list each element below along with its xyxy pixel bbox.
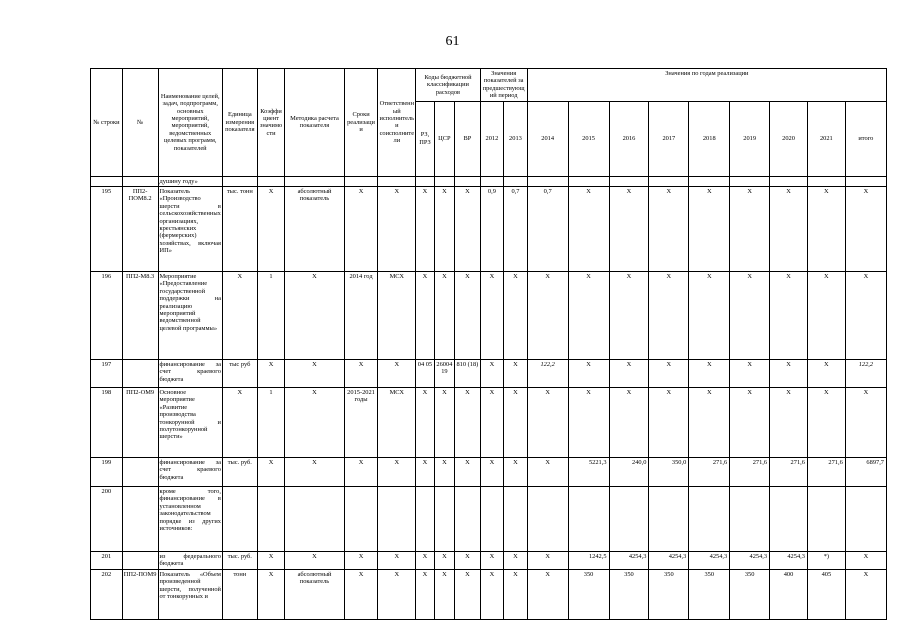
- header-rz: РЗ, ПРЗ: [416, 101, 434, 176]
- cell-name: финансирование за счет краевого бюджета: [158, 458, 222, 487]
- cell-term: X: [344, 552, 378, 570]
- empty-cell: [257, 176, 285, 186]
- cell-name: Основное мероприятие «Развитие производства тонкорунной и полутонкорунной шерсти»: [158, 388, 222, 458]
- cell-y2020: X: [770, 187, 808, 272]
- cell-y2012: 0,9: [480, 187, 504, 272]
- cell-y2021: *): [807, 552, 845, 570]
- cell-y2016: X: [609, 272, 649, 360]
- cell-y2014: 122,2: [527, 360, 568, 388]
- cell-resp: X: [378, 360, 416, 388]
- cell-rz: X: [416, 552, 434, 570]
- cell-term: X: [344, 458, 378, 487]
- cell-y2014: X: [527, 458, 568, 487]
- cell-y2014: X: [527, 570, 568, 620]
- cell-y2013: X: [504, 360, 528, 388]
- cell-no: [122, 552, 158, 570]
- cell-y2017: 4254,3: [649, 552, 689, 570]
- cell-csr: X: [434, 187, 454, 272]
- header-term: Сроки реализации: [344, 69, 378, 177]
- cell-resp: X: [378, 458, 416, 487]
- empty-cell: [568, 487, 609, 552]
- cell-y2016: 4254,3: [609, 552, 649, 570]
- cell-total: 122,2: [845, 360, 886, 388]
- header-2018: 2018: [689, 101, 730, 176]
- cell-unit: тыс. руб.: [222, 458, 257, 487]
- cell-total: X: [845, 272, 886, 360]
- cell-y2019: 271,6: [730, 458, 770, 487]
- empty-cell: [527, 176, 568, 186]
- cell-rz: X: [416, 187, 434, 272]
- table-row: [91, 570, 887, 620]
- cell-y2021: X: [807, 388, 845, 458]
- cell-rz: X: [416, 272, 434, 360]
- cell-y2012: X: [480, 458, 504, 487]
- empty-cell: [649, 487, 689, 552]
- cell-vr: X: [455, 458, 481, 487]
- cell-y2014: X: [527, 388, 568, 458]
- cell-no: [122, 487, 158, 552]
- cell-term: 2014 год: [344, 272, 378, 360]
- table-row: [91, 458, 887, 487]
- empty-cell: [378, 176, 416, 186]
- cell-rz: X: [416, 388, 434, 458]
- cell-vr: X: [455, 570, 481, 620]
- empty-cell: [91, 176, 123, 186]
- cell-term: X: [344, 570, 378, 620]
- cell-coef: X: [257, 458, 285, 487]
- cell-no: ПП2-ПОМ8.2: [122, 187, 158, 272]
- cell-y2013: 0,7: [504, 187, 528, 272]
- cell-y2016: 240,0: [609, 458, 649, 487]
- cell-term: 2015-2021 годы: [344, 388, 378, 458]
- cell-vr: X: [455, 272, 481, 360]
- header-coef: Коэффициент значимости: [257, 69, 285, 177]
- cell-y2017: 350: [649, 570, 689, 620]
- empty-cell: [455, 176, 481, 186]
- header-years: Значения по годам реализации: [527, 69, 886, 102]
- empty-cell: [730, 487, 770, 552]
- cell-method: X: [285, 552, 344, 570]
- cell-vr: X: [455, 552, 481, 570]
- empty-cell: [845, 487, 886, 552]
- cell-vr: X: [455, 187, 481, 272]
- cell-y2013: X: [504, 552, 528, 570]
- empty-cell: [285, 176, 344, 186]
- cell-name: финансирование за счет краевого бюджета: [158, 360, 222, 388]
- header-unit: Единица измерения показателя: [222, 69, 257, 177]
- cell-y2018: X: [689, 360, 730, 388]
- cell-y2013: X: [504, 272, 528, 360]
- table-row: [91, 552, 887, 570]
- header-2017: 2017: [649, 101, 689, 176]
- cell-total: X: [845, 388, 886, 458]
- cell-y2016: X: [609, 360, 649, 388]
- empty-cell: [222, 487, 257, 552]
- cell-y2014: X: [527, 552, 568, 570]
- cell-unit: тонн: [222, 570, 257, 620]
- cell-y2012: X: [480, 552, 504, 570]
- header-2013: 2013: [504, 101, 528, 176]
- cell-row-no: 201: [91, 552, 123, 570]
- cell-coef: 1: [257, 272, 285, 360]
- empty-cell: [504, 487, 528, 552]
- cell-y2018: 4254,3: [689, 552, 730, 570]
- cell-row-no: 195: [91, 187, 123, 272]
- table-row: [91, 187, 887, 272]
- cell-y2020: 271,6: [770, 458, 808, 487]
- cell-no: ПП2-ПОМ9: [122, 570, 158, 620]
- cell-row-no: 196: [91, 272, 123, 360]
- header-row-no: № строки: [91, 69, 123, 177]
- cell-no: [122, 458, 158, 487]
- cell-no: [122, 360, 158, 388]
- empty-cell: [416, 176, 434, 186]
- table-row: [91, 272, 887, 360]
- cell-y2017: X: [649, 187, 689, 272]
- empty-cell: [649, 176, 689, 186]
- cell-y2020: 4254,3: [770, 552, 808, 570]
- cell-y2012: X: [480, 388, 504, 458]
- cell-y2020: X: [770, 388, 808, 458]
- header-budget-codes: Коды бюджетной классификации расходов: [416, 69, 480, 102]
- empty-cell: [770, 176, 808, 186]
- cell-y2019: X: [730, 272, 770, 360]
- header-2020: 2020: [770, 101, 808, 176]
- cell-row-no: 200: [91, 487, 123, 552]
- header-2012: 2012: [480, 101, 504, 176]
- cell-y2016: X: [609, 187, 649, 272]
- empty-cell: [257, 487, 285, 552]
- cell-csr: X: [434, 272, 454, 360]
- cell-y2015: X: [568, 360, 609, 388]
- empty-cell: [122, 176, 158, 186]
- empty-cell: [730, 176, 770, 186]
- header-total: итого: [845, 101, 886, 176]
- cell-y2014: X: [527, 272, 568, 360]
- cell-total: X: [845, 570, 886, 620]
- empty-cell: [344, 487, 378, 552]
- cell-y2016: 350: [609, 570, 649, 620]
- cell-resp: X: [378, 570, 416, 620]
- cell-no: ПП2-ОМ9: [122, 388, 158, 458]
- cell-y2013: X: [504, 458, 528, 487]
- table-row: [91, 487, 887, 552]
- header-vr: ВР: [455, 101, 481, 176]
- cell-y2018: 350: [689, 570, 730, 620]
- cell-y2015: 5221,3: [568, 458, 609, 487]
- cell-coef: 1: [257, 388, 285, 458]
- empty-cell: [455, 487, 481, 552]
- header-no: №: [122, 69, 158, 177]
- cell-y2015: X: [568, 187, 609, 272]
- cell-row-no: 198: [91, 388, 123, 458]
- header-responsible: Ответственный исполнитель и соисполнители: [378, 69, 416, 177]
- cell-unit: тыс руб: [222, 360, 257, 388]
- cell-y2019: X: [730, 187, 770, 272]
- cell-y2020: 400: [770, 570, 808, 620]
- cell-y2019: X: [730, 388, 770, 458]
- cell-y2021: X: [807, 360, 845, 388]
- empty-cell: [378, 487, 416, 552]
- cell-y2017: X: [649, 360, 689, 388]
- cell-name: Показатель «Производство шерсти в сельскохозяйственных организациях, крестьянских (фермерских) хозяйствах, включая ИП»: [158, 187, 222, 272]
- cell-y2021: X: [807, 272, 845, 360]
- empty-cell: [527, 487, 568, 552]
- cell-name: Мероприятие «Предоставление государственной поддержки на реализацию мероприятий ведомственной целевой программы»: [158, 272, 222, 360]
- indicators-table: [90, 68, 887, 620]
- cell-unit: X: [222, 272, 257, 360]
- cell-y2015: X: [568, 388, 609, 458]
- header-2014: 2014: [527, 101, 568, 176]
- empty-cell: [770, 487, 808, 552]
- empty-cell: [504, 176, 528, 186]
- cell-y2013: X: [504, 570, 528, 620]
- empty-cell: [568, 176, 609, 186]
- cell-method: абсолютный показатель: [285, 187, 344, 272]
- empty-cell: [434, 176, 454, 186]
- cell-row-no: 199: [91, 458, 123, 487]
- empty-cell: [609, 176, 649, 186]
- cell-csr: X: [434, 552, 454, 570]
- cell-term: X: [344, 360, 378, 388]
- empty-cell: [222, 176, 257, 186]
- cell-resp: X: [378, 552, 416, 570]
- cell-rz: X: [416, 458, 434, 487]
- page-number: 61: [445, 34, 460, 49]
- cell-y2013: X: [504, 388, 528, 458]
- cell-resp: X: [378, 187, 416, 272]
- cell-y2021: 271,6: [807, 458, 845, 487]
- empty-cell: [285, 487, 344, 552]
- cell-coef: X: [257, 360, 285, 388]
- cell-row-no: 202: [91, 570, 123, 620]
- cell-method: X: [285, 360, 344, 388]
- cell-y2019: 4254,3: [730, 552, 770, 570]
- cell-vr: X: [455, 388, 481, 458]
- cell-method: абсолютный показатель: [285, 570, 344, 620]
- cell-y2012: X: [480, 570, 504, 620]
- cell-y2018: X: [689, 187, 730, 272]
- empty-cell: [480, 176, 504, 186]
- header-method: Методика расчета показателя: [285, 69, 344, 177]
- header-previous-period: Значения показателей за предшествующий период: [480, 69, 527, 102]
- header-2021: 2021: [807, 101, 845, 176]
- cell-y2015: 350: [568, 570, 609, 620]
- header-2016: 2016: [609, 101, 649, 176]
- cell-y2017: 350,0: [649, 458, 689, 487]
- empty-cell: [807, 487, 845, 552]
- cell-name: кроме того, финансирование в установленном законодательством порядке из других источников:: [158, 487, 222, 552]
- continuation-row: [91, 176, 887, 186]
- cell-y2019: 350: [730, 570, 770, 620]
- cell-vr: 810 (18): [455, 360, 481, 388]
- cell-method: X: [285, 388, 344, 458]
- cell-csr: X: [434, 458, 454, 487]
- cell-y2021: X: [807, 187, 845, 272]
- empty-cell: [609, 487, 649, 552]
- cell-method: X: [285, 458, 344, 487]
- cell-coef: X: [257, 552, 285, 570]
- cell-y2012: X: [480, 272, 504, 360]
- cell-y2020: X: [770, 360, 808, 388]
- cell-resp: МСХ: [378, 388, 416, 458]
- cell-coef: X: [257, 187, 285, 272]
- cell-coef: X: [257, 570, 285, 620]
- cell-unit: X: [222, 388, 257, 458]
- cell-unit: тыс. руб.: [222, 552, 257, 570]
- cell-y2017: X: [649, 388, 689, 458]
- header-name: Наименование целей, задач, подпрограмм, основных мероприятий, мероприятий, ведомственных целевых программ, показателей: [158, 69, 222, 177]
- cell-y2014: 0,7: [527, 187, 568, 272]
- cell-rz: 04 05: [416, 360, 434, 388]
- cell-total: 6897,7: [845, 458, 886, 487]
- cell-y2018: X: [689, 388, 730, 458]
- cell-y2021: 405: [807, 570, 845, 620]
- empty-cell: [689, 487, 730, 552]
- empty-cell: [689, 176, 730, 186]
- header-2015: 2015: [568, 101, 609, 176]
- cell-term: X: [344, 187, 378, 272]
- cell-y2017: X: [649, 272, 689, 360]
- cell-csr: X: [434, 388, 454, 458]
- empty-cell: [807, 176, 845, 186]
- cell-y2018: 271,6: [689, 458, 730, 487]
- cell-no: ПП2-М8.3: [122, 272, 158, 360]
- cell-y2012: X: [480, 360, 504, 388]
- cell-y2015: X: [568, 272, 609, 360]
- header-2019: 2019: [730, 101, 770, 176]
- cell-total: X: [845, 552, 886, 570]
- empty-cell: [416, 487, 434, 552]
- cell-total: X: [845, 187, 886, 272]
- cell-resp: МСХ: [378, 272, 416, 360]
- empty-cell: [434, 487, 454, 552]
- empty-cell: [480, 487, 504, 552]
- cell-method: X: [285, 272, 344, 360]
- cell-csr: X: [434, 570, 454, 620]
- cell-unit: тыс. тонн: [222, 187, 257, 272]
- table-row: [91, 388, 887, 458]
- cell-name: Показатель «Объем произведенной шерсти, полученной от тонкорунных и: [158, 570, 222, 620]
- header-csr: ЦСР: [434, 101, 454, 176]
- cell-name: из федерального бюджета: [158, 552, 222, 570]
- table-row: [91, 360, 887, 388]
- empty-cell: [344, 176, 378, 186]
- cell-y2016: X: [609, 388, 649, 458]
- cell-y2018: X: [689, 272, 730, 360]
- cell-csr: 2600419: [434, 360, 454, 388]
- cell-y2015: 1242,5: [568, 552, 609, 570]
- cell-y2019: X: [730, 360, 770, 388]
- cell-rz: X: [416, 570, 434, 620]
- cell-row-no: 197: [91, 360, 123, 388]
- empty-cell: [845, 176, 886, 186]
- cell-y2020: X: [770, 272, 808, 360]
- continuation-text: душину году»: [158, 176, 222, 186]
